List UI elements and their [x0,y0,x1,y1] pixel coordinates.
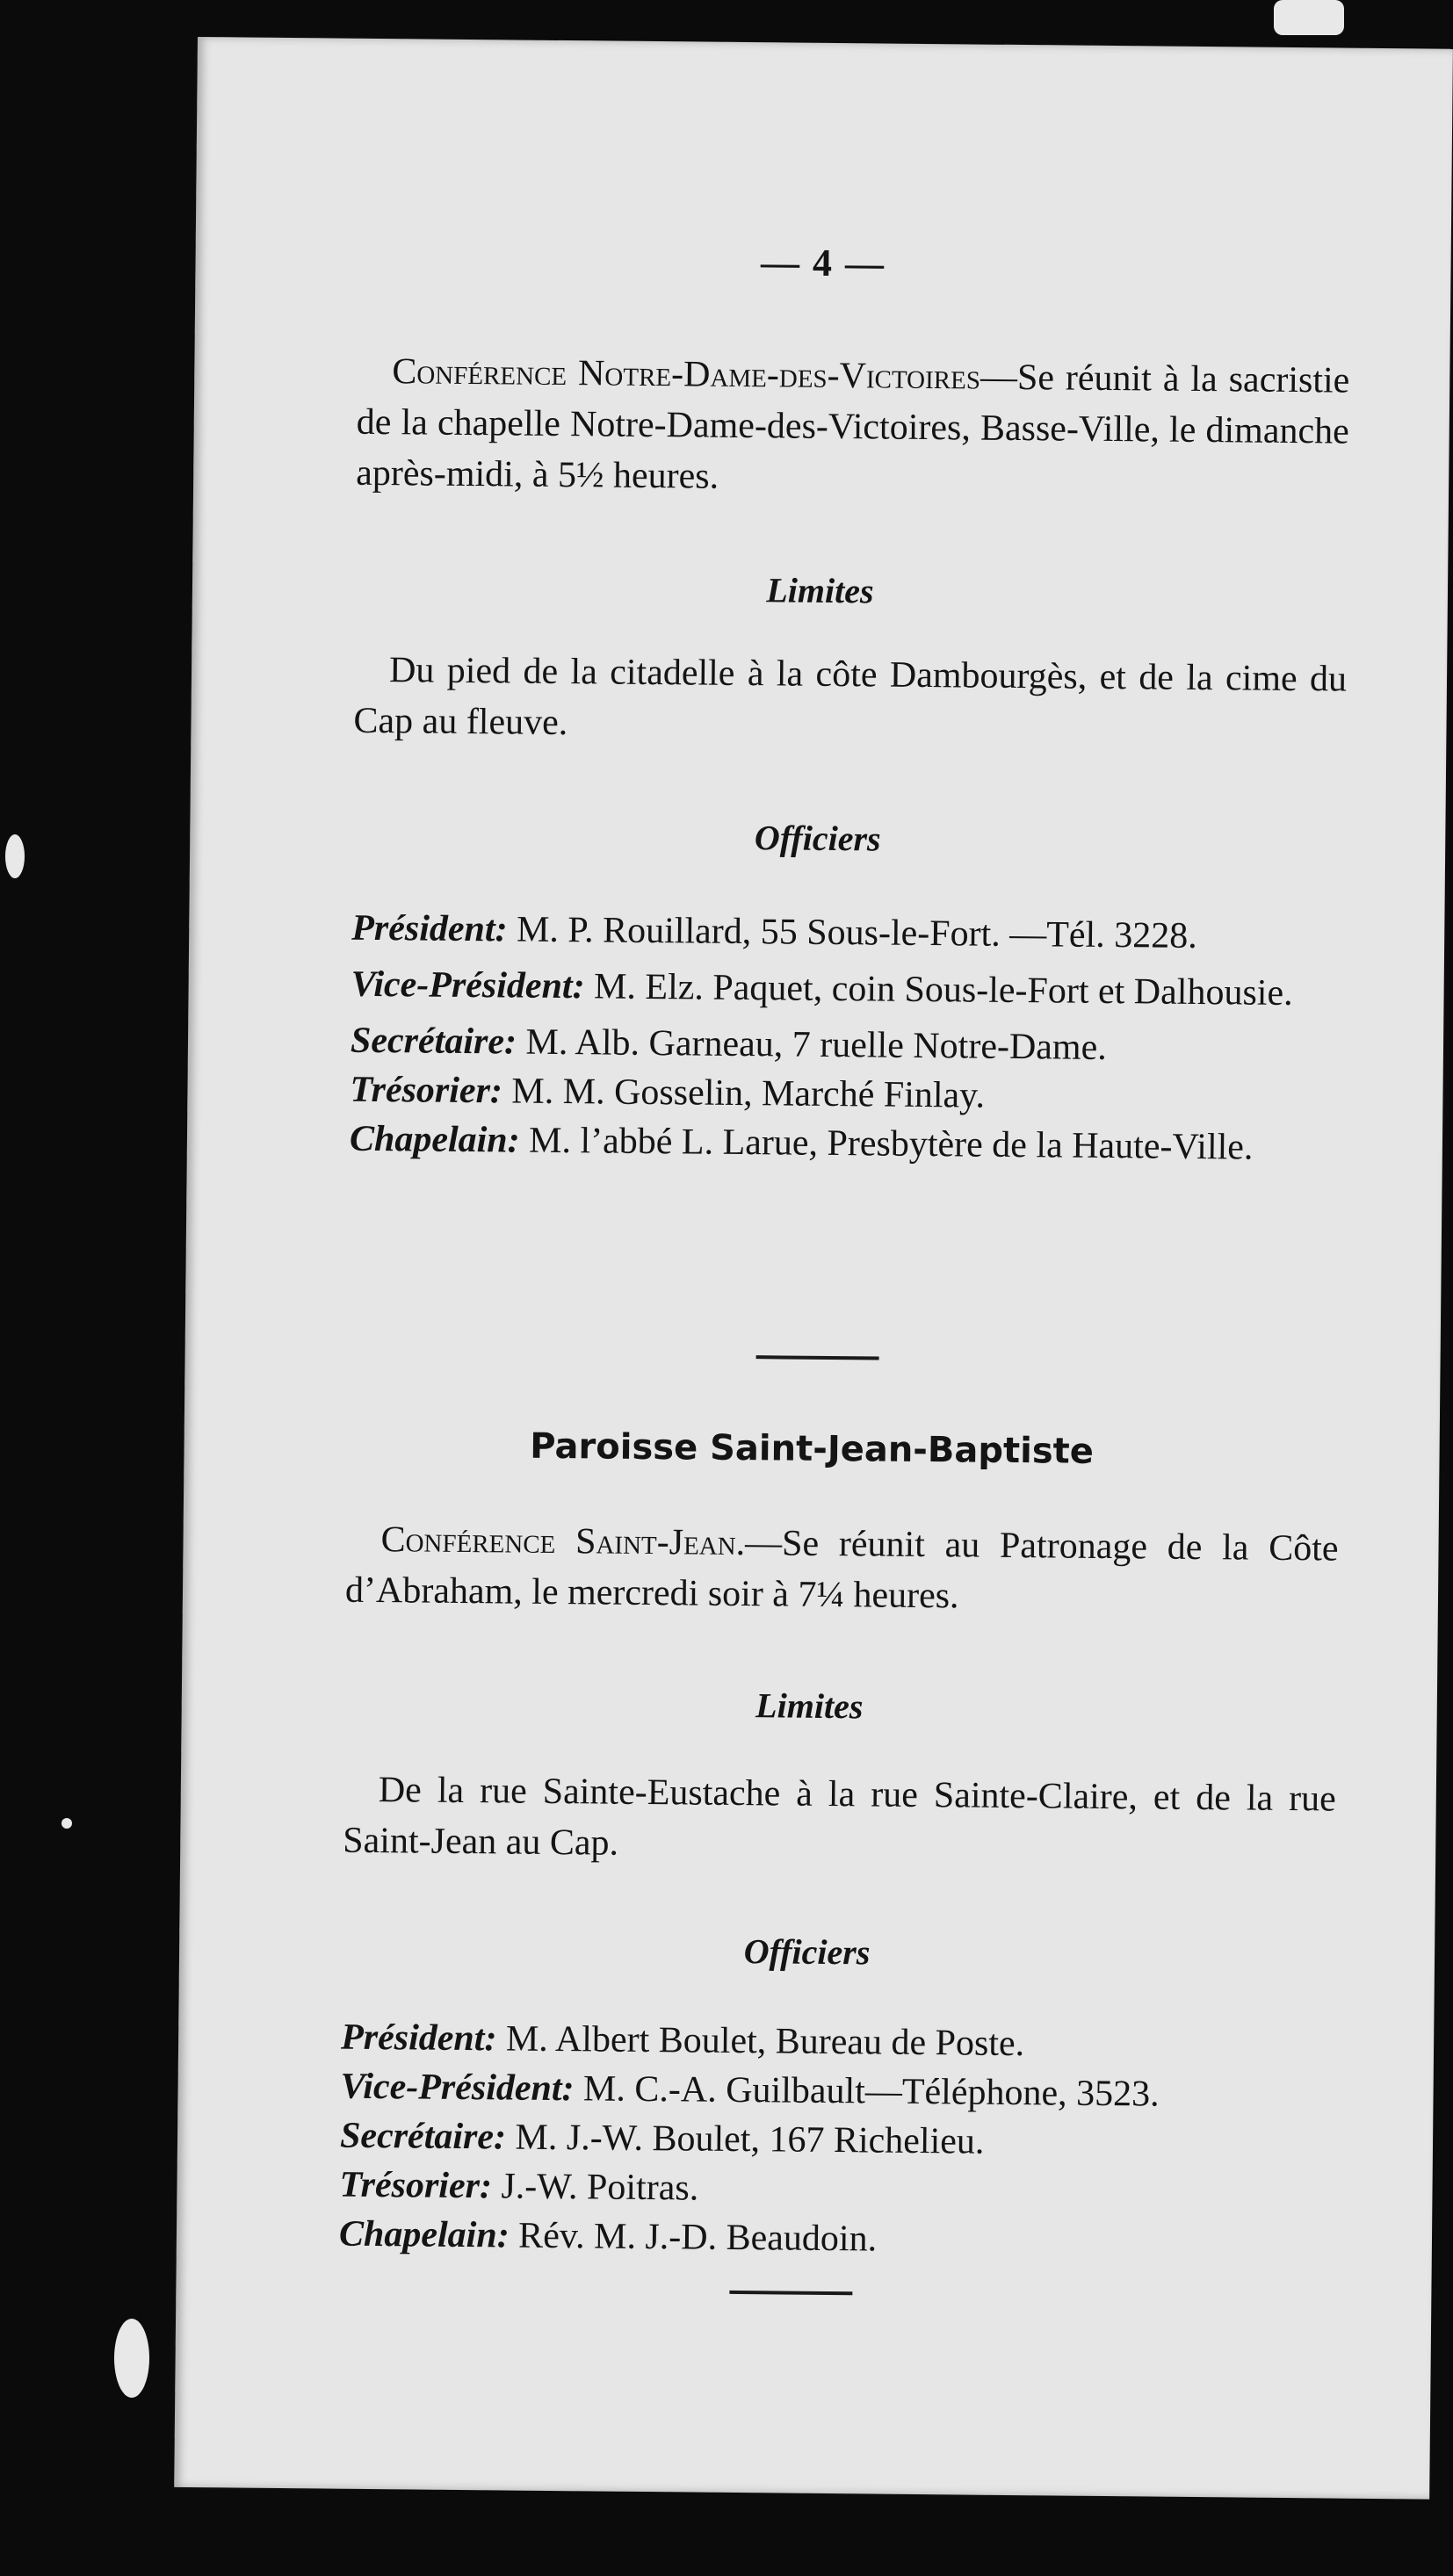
officer-details: M. Elz. Paquet, coin Sous-le-Fort et Dalhousie. [593,966,1293,1014]
limits-heading: Limites [755,1685,864,1727]
officers-list [339,2013,1334,2269]
officer-role: Président: [340,2017,497,2060]
limits-text: De la rue Sainte-Eustache à la rue Sainte-Claire, et de la rue Saint-Jean au Cap. [343,1770,1337,1864]
officer-details: M. P. Rouillard, 55 Sous-le-Fort. —Tél. 3228. [516,909,1197,956]
scan-speck [1274,0,1344,35]
meeting-info: —Se réunit au Patronage de la Côte d’Abraham, le mercredi soir à 7¼ heures. [344,1523,1339,1617]
page-number: — 4 — [760,241,886,285]
officer-role: Secrétaire: [350,1020,517,1063]
section-divider [756,1355,879,1360]
limits-heading: Limites [766,570,874,611]
officer-role: Secrétaire: [339,2115,507,2158]
scan-speck [61,1818,72,1829]
limits-block [353,645,1347,756]
officer-details: M. J.-W. Boulet, 167 Richelieu. [515,2117,985,2162]
scan-speck [5,834,25,878]
limits-text: Du pied de la citadelle à la côte Dambourgès, et de la cime du Cap au fleuve. [353,650,1348,744]
conference-name: Conférence Notre-Dame-des-Victoires [392,351,981,398]
officer-role: Vice-Président: [351,963,585,1007]
officer-details: M. l’abbé L. Larue, Presbytère de la Haute-Ville. [528,1120,1254,1168]
limits-block [343,1764,1336,1876]
officer-role: Trésorier: [350,1069,503,1112]
officer-details: Rév. M. J.-D. Beaudoin. [517,2215,878,2260]
officer-details: M. Alb. Garneau, 7 ruelle Notre-Dame. [525,1021,1107,1068]
officers-list [350,904,1345,1173]
parish-title: Paroisse Saint-Jean-Baptiste [530,1425,1095,1472]
officers-heading: Officiers [743,1931,871,1973]
section-divider [729,2291,852,2295]
officer-role: Président: [351,907,508,950]
officer-row [339,2210,1332,2269]
officer-details: J.-W. Poitras. [501,2166,699,2209]
officer-role: Trésorier: [339,2164,493,2207]
officer-details: M. M. Gosselin, Marché Finlay. [511,1071,986,1116]
officer-role: Vice-Président: [340,2066,575,2110]
officer-row [351,904,1344,963]
officer-row [350,1115,1342,1173]
conference-nddv-entry [356,346,1350,509]
officer-role: Chapelain: [338,2213,510,2256]
officer-details: M. C.-A. Guilbault—Téléphone, 3523. [582,2068,1160,2115]
scan-speck [114,2319,149,2398]
document-page [174,37,1453,2500]
officer-role: Chapelain: [349,1118,520,1161]
meeting-info: —Se réunit à la sacristie de la chapelle Notre-Dame-des-Victoires, Basse-Ville, le dimanche après-midi, à 5½ heures. [356,357,1350,497]
conference-name: Conférence Saint-Jean. [380,1519,746,1564]
officers-heading: Officiers [754,818,881,859]
conference-sj-entry [345,1514,1339,1626]
officer-row [351,960,1343,1019]
officer-details: M. Albert Boulet, Bureau de Poste. [505,2018,1025,2065]
